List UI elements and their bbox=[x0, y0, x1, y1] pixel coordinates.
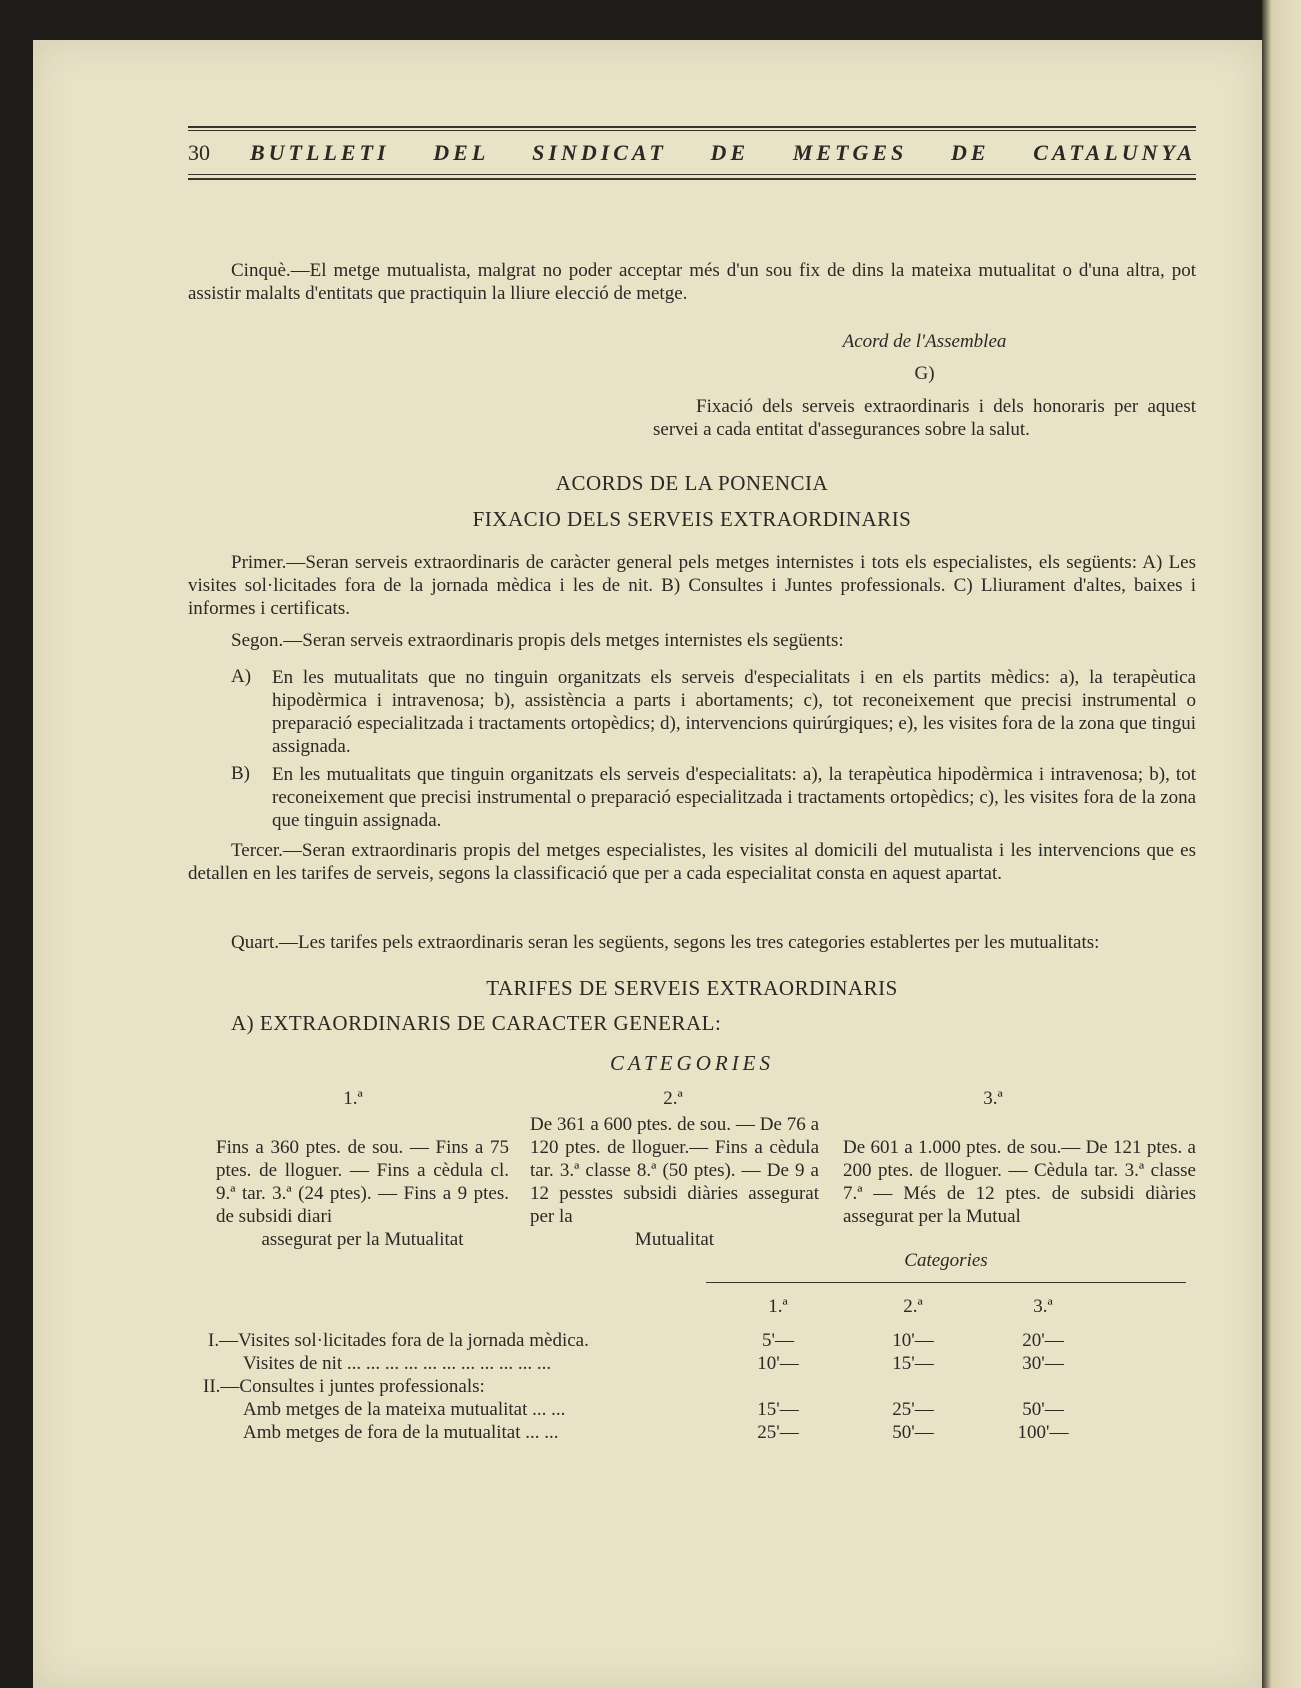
table-cell: 15'— bbox=[892, 1353, 934, 1374]
table-cell: 100'— bbox=[1017, 1422, 1069, 1443]
table-col-1: 1.ª bbox=[768, 1296, 788, 1317]
category-1-label: 1.ª bbox=[343, 1088, 363, 1109]
journal-title: BUTLLETI DEL SINDICAT DE METGES DE CATALUNYA bbox=[250, 140, 1196, 165]
header-rule-bottom bbox=[188, 178, 1196, 180]
table-cell: 50'— bbox=[892, 1422, 934, 1443]
table-row-label: Visites de nit ... ... ... ... ... ... ... ... ... ... ... bbox=[243, 1353, 552, 1374]
adjacent-page-edge bbox=[1262, 0, 1301, 1688]
ponencia-subtitle: FIXACIO DELS SERVEIS EXTRAORDINARIS bbox=[472, 507, 912, 531]
category-2-description bbox=[530, 1113, 819, 1251]
category-2-text: De 361 a 600 ptes. de sou. — De 76 a 120 ptes. de lloguer.— Fins a cèdula tar. 3.ª classe 8.ª (50 ptes). — De 9 a 12 pesstes subsidi diàries assegurat per la bbox=[530, 1114, 819, 1227]
table-cell: 15'— bbox=[757, 1399, 799, 1420]
paragraph-cinque: Cinquè.—El metge mutualista, malgrat no poder acceptar més d'un sou fix de dins la mateixa mutualitat o d'una altra, pot assistir malalts d'entitats que practiquin la lliure elecció de metge. bbox=[188, 260, 1196, 304]
header-rule-bottom-thin bbox=[188, 174, 1196, 175]
table-cell: 10'— bbox=[892, 1330, 934, 1351]
assembly-text: Fixació dels serveis extraordinaris i dels honoraris per aquest servei a cada entitat d'assegurances sobre la salut. bbox=[653, 396, 1196, 440]
table-col-3: 3.ª bbox=[1033, 1296, 1053, 1317]
table-row-label: Amb metges de fora de la mutualitat ... ... bbox=[243, 1422, 559, 1443]
segon-item-b-letter: B) bbox=[231, 763, 250, 784]
category-3-label: 3.ª bbox=[983, 1088, 1003, 1109]
category-3-text: De 601 a 1.000 ptes. de sou.— De 121 ptes. a 200 ptes. de lloguer. — Cèdula tar. 3.ª classe 7.ª — Més de 12 ptes. de subsidi diàries assegurat per la Mutual bbox=[843, 1137, 1196, 1227]
table-cell: 25'— bbox=[757, 1422, 799, 1443]
tarifes-title: TARIFES DE SERVEIS EXTRAORDINARIS bbox=[486, 976, 898, 1000]
table-cell: 30'— bbox=[1022, 1353, 1064, 1374]
table-row-label: Amb metges de la mateixa mutualitat ... ... bbox=[243, 1399, 566, 1420]
paragraph-quart: Quart.—Les tarifes pels extraordinaris seran les següents, segons les tres categories establertes per les mutualitats: bbox=[231, 932, 1100, 953]
table-heading: Categories bbox=[904, 1250, 988, 1271]
segon-item-b-text: En les mutualitats que tinguin organitzats els serveis d'especialitats: a), la terapèutica hipodèrmica i intravenosa; b), tot reconeixement que precisi instrumental o preparació especialitzada i tractaments ortopèdics; c), les visites fora de la zona que tinguin assignada. bbox=[272, 764, 1196, 831]
table-cell: 50'— bbox=[1022, 1399, 1064, 1420]
categories-heading: CATEGORIES bbox=[609, 1051, 775, 1075]
tarifes-subtitle: A) EXTRAORDINARIS DE CARACTER GENERAL: bbox=[231, 1011, 722, 1035]
table-row bbox=[188, 1353, 1196, 1376]
ponencia-title: ACORDS DE LA PONENCIA bbox=[555, 471, 829, 495]
table-cell: 25'— bbox=[892, 1399, 934, 1420]
header-rule-top bbox=[188, 126, 1196, 128]
category-1-text-last: assegurat per la Mutualitat bbox=[261, 1229, 464, 1250]
table-row bbox=[188, 1422, 1196, 1445]
table-col-2: 2.ª bbox=[903, 1296, 923, 1317]
category-1-description bbox=[216, 1136, 509, 1251]
page-number: 30 bbox=[188, 140, 210, 165]
table-row-label: II.—Consultes i juntes professionals: bbox=[203, 1376, 485, 1397]
paragraph-tercer: Tercer.—Seran extraordinaris propis del metges especialistes, les visites al domicili del mutualista i les intervencions que es detallen en les tarifes de serveis, segons la classificació que per a cada especialitat consta en aquest apartat. bbox=[188, 840, 1196, 884]
table-header-row bbox=[188, 1296, 1196, 1319]
table-row bbox=[188, 1330, 1196, 1353]
segon-item-a-letter: A) bbox=[231, 666, 252, 687]
table-row-label: I.—Visites sol·licitades fora de la jornada mèdica. bbox=[208, 1330, 589, 1351]
table-heading-rule bbox=[706, 1282, 1186, 1283]
table-row bbox=[188, 1399, 1196, 1422]
category-2-label: 2.ª bbox=[663, 1088, 683, 1109]
category-2-text-last: Mutualitat bbox=[634, 1229, 715, 1250]
segon-item-a-text: En les mutualitats que no tinguin organitzats els serveis d'especialitats i en els partits mèdics: a), la terapèutica hipodèrmica i intravenosa; b), assistència a parts i abortaments; c), tot reconeixement que precisi instrumental o preparació especialitzada i tractaments ortopèdics; d), intervencions quirúrgiques; e), les visites fora de la zona que tingui assignada. bbox=[272, 667, 1196, 757]
document-page bbox=[33, 40, 1262, 1688]
paragraph-primer: Primer.—Seran serveis extraordinaris de caràcter general pels metges internistes i tots els especialistes, els següents: A) Les visites sol·licitades fora de la jornada mèdica i les de nit. B) Consultes i Juntes professionals. C) Lliurament d'altes, baixes i informes i certificats. bbox=[188, 552, 1196, 619]
paragraph-segon: Segon.—Seran serveis extraordinaris propis dels metges internistes els següents: bbox=[231, 630, 844, 651]
table-cell: 20'— bbox=[1022, 1330, 1064, 1351]
table-cell: 10'— bbox=[757, 1353, 799, 1374]
running-header bbox=[188, 140, 1196, 170]
table-cell: 5'— bbox=[762, 1330, 794, 1351]
category-3-description bbox=[843, 1136, 1196, 1228]
category-1-text: Fins a 360 ptes. de sou. — Fins a 75 ptes. de lloguer. — Fins a cèdula cl. 9.ª tar. 3.ª (24 ptes). — Fins a 9 ptes. de subsidi diari bbox=[216, 1137, 509, 1227]
header-rule-top-thin bbox=[188, 130, 1196, 131]
table-row bbox=[188, 1376, 1196, 1399]
assembly-heading: Acord de l'Assemblea bbox=[842, 331, 1007, 352]
assembly-letter: G) bbox=[914, 363, 935, 384]
